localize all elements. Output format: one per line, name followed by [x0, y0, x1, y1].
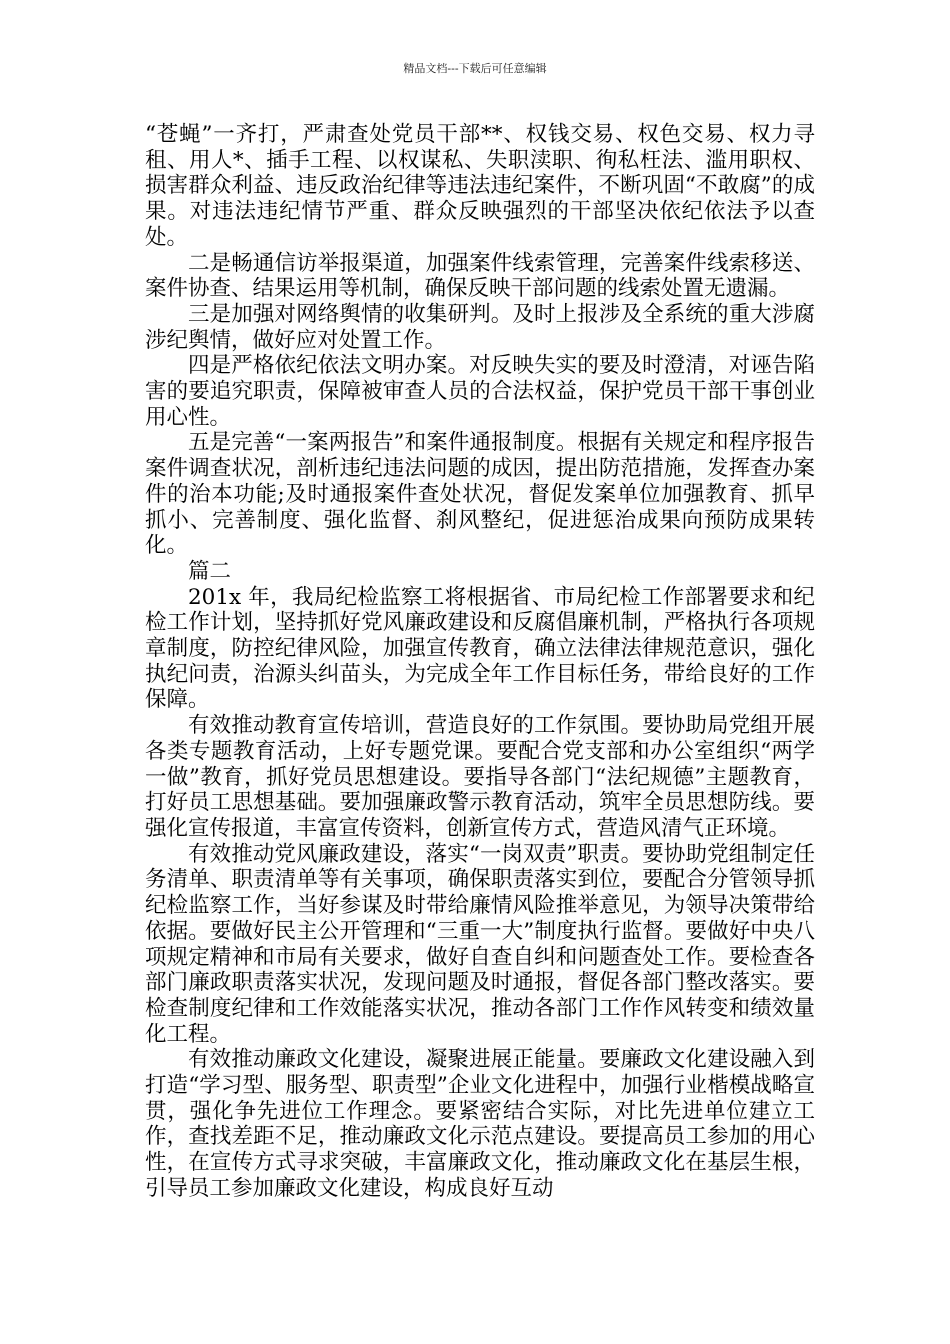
document-body	[145, 122, 815, 1202]
paragraph-party-conduct: 有效推动党风廉政建设，落实“一岗双责”职责。要协助党组制定任务清单、职责清单等有关事项，确保职责落实到位，要配合分管领导抓纪检监察工作，当好参谋及时带给廉情风险推举意见，为领导决策带给依据。要做好民主公开管理和“三重一大”制度执行监督。要做好中央八项规定精神和市局有关要求，做好自查自纠和问题查处工作。要检查各部门廉政职责落实状况，发现问题及时通报，督促各部门整改落实。要检查制度纪律和工作效能落实状况，推动各部门工作作风转变和绩效量化工程。	[145, 841, 815, 1047]
page-header: 精品文档---下载后可任意编辑	[403, 62, 547, 75]
section-heading: 篇二	[188, 558, 232, 584]
paragraph-education: 有效推动教育宣传培训，营造良好的工作氛围。要协助局党组开展各类专题教育活动，上好专题党课。要配合党支部和办公室组织“两学一做”教育，抓好党员思想建设。要指导各部门“法纪规德”主题教育，打好员工思想基础。要加强廉政警示教育活动，筑牢全员思想防线。要强化宣传报道，丰富宣传资料，创新宣传方式，营造风清气正环境。	[145, 713, 815, 841]
paragraph-point-four: 四是严格依纪依法文明办案。对反映失实的要及时澄清，对诬告陷害的要追究职责，保障被审查人员的合法权益，保护党员干部干事创业用心性。	[145, 353, 815, 430]
paragraph-point-five: 五是完善“一案两报告”和案件通报制度。根据有关规定和程序报告案件调查状况，剖析违纪违法问题的成因，提出防范措施，发挥查办案件的治本功能;及时通报案件查处状况，督促发案单位加强教育、抓早抓小、完善制度、强化监督、刹风整纪，促进惩治成果向预防成果转化。	[145, 430, 815, 559]
paragraph-intro: 201x 年，我局纪检监察工将根据省、市局纪检工作部署要求和纪检工作计划，坚持抓好党风廉政建设和反腐倡廉机制，严格执行各项规章制度，防控纪律风险，加强宣传教育，确立法律法律规范意识，强化执纪问责，治源头纠苗头，为完成全年工作目标任务，带给良好的工作保障。	[145, 584, 815, 713]
paragraph-point-two: 二是畅通信访举报渠道，加强案件线索管理，完善案件线索移送、案件协查、结果运用等机制，确保反映干部问题的线索处置无遗漏。	[145, 250, 815, 302]
paragraph-culture: 有效推动廉政文化建设，凝聚进展正能量。要廉政文化建设融入到打造“学习型、服务型、职责型”企业文化进程中，加强行业楷模战略宣贯，强化争先进位工作理念。要紧密结合实际，对比先进单位建立工作，查找差距不足，推动廉政文化示范点建设。要提高员工参加的用心性，在宣传方式寻求突破，丰富廉政文化，推动廉政文化在基层生根，引导员工参加廉政文化建设，构成良好互动	[145, 1047, 815, 1201]
paragraph-continuation: “苍蝇”一齐打，严肃查处党员干部**、权钱交易、权色交易、权力寻租、用人*、插手工程、以权谋私、失职渎职、徇私枉法、滥用职权、损害群众利益、违反政治纪律等违法违纪案件，不断巩固“不敢腐”的成果。对违法违纪情节严重、群众反映强烈的干部坚决依纪依法予以查处。	[145, 122, 815, 250]
paragraph-point-three: 三是加强对网络舆情的收集研判。及时上报涉及全系统的重大涉腐涉纪舆情，做好应对处置工作。	[145, 301, 815, 353]
